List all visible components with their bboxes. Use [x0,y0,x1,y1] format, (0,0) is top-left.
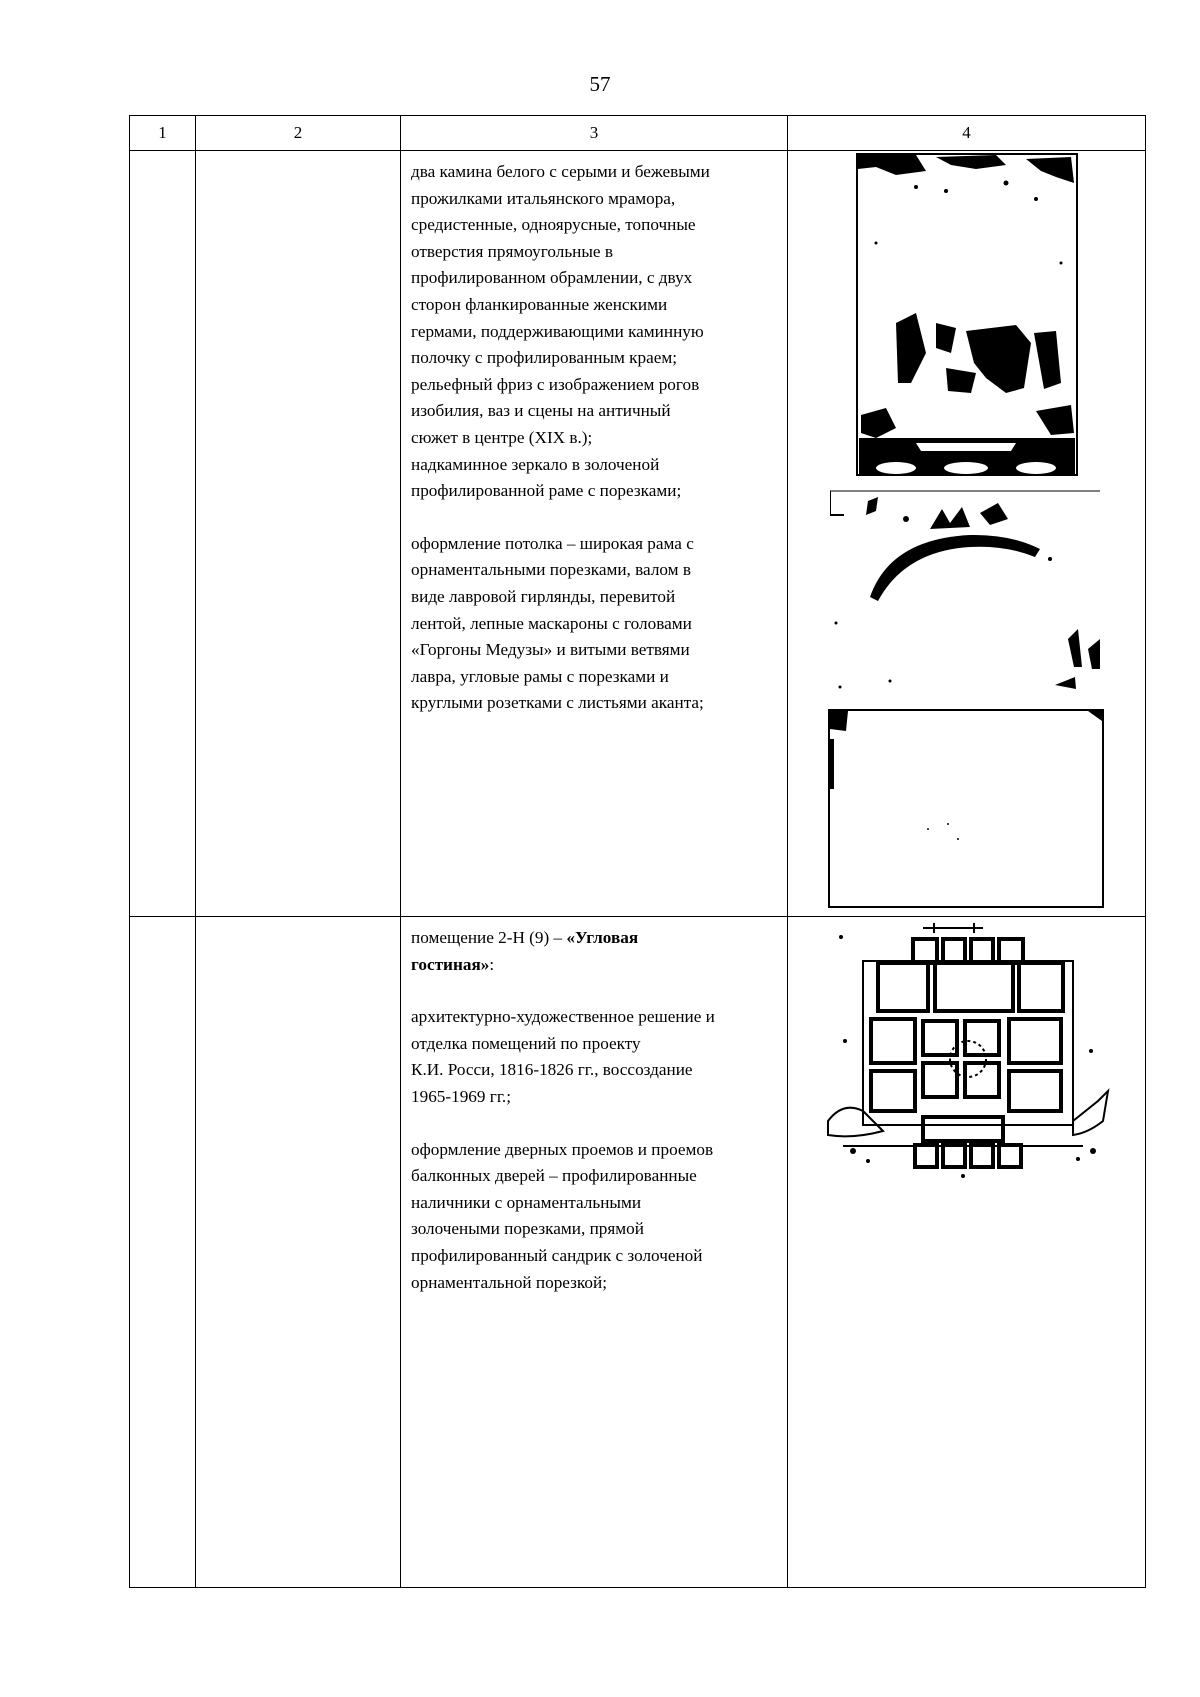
header-col-4: 4 [788,116,1146,151]
header-col-2: 2 [196,116,401,151]
room-suffix: : [489,954,495,974]
monument-table [129,115,1146,1588]
ceiling-photo [828,709,1104,909]
header-col-3: 3 [401,116,788,151]
room-prefix: помещение 2-Н (9) – [411,928,567,947]
row2-description [401,917,788,1588]
room-name: «Угловая гостиная» [411,928,639,974]
row1-col1 [130,151,196,917]
floor-plan [823,921,1113,1181]
doorway-description: оформление дверных проемов и проемов балконных дверей – профилированные наличники с орнаментальными золочеными порезками, прямой профилированный сандрик с золоченой орнаментальной порезкой; [411,1139,714,1292]
header-row [130,116,1146,151]
row2-images [788,917,1146,1588]
ceiling-description: оформление потолка – широкая рама с орнаментальными порезками, валом в виде лавровой гирлянды, перевитой лентой, лепные маскароны с головами «Горгоны Медузы» и витыми ветвями лавра, угловые рамы с порезками и круглыми розетками с листьями аканта; [411,533,704,713]
table-row [130,917,1146,1588]
row1-images [788,151,1146,917]
fireplace-photo [856,153,1078,476]
header-col-1: 1 [130,116,196,151]
row1-description [401,151,788,917]
fireplace-description: два камина белого с серыми и бежевыми прожилками итальянского мрамора, средистенные, одноярусные, топочные отверстия прямоугольные в профилированном обрамлении, с двух сторон фланкированные женскими гермами, поддерживающими каминную полочку с профилированным краем; рельефный фриз с изображением рогов изобилия, ваз и сцены на античный сюжет в центре (XIX в.); надкаминное зеркало в золоченой профилированной раме с порезками; [411,162,710,501]
room-title [411,925,777,978]
ceiling-detail-photo [830,489,1102,701]
page-number: 57 [589,72,611,96]
row2-col1 [130,917,196,1588]
table-row [130,151,1146,917]
row2-col2 [196,917,401,1588]
row1-col2 [196,151,401,917]
architecture-description: архитектурно-художественное решение и отделка помещений по проекту К.И. Росси, 1816-1826 гг., воссоздание 1965-1969 гг.; [411,1007,715,1106]
